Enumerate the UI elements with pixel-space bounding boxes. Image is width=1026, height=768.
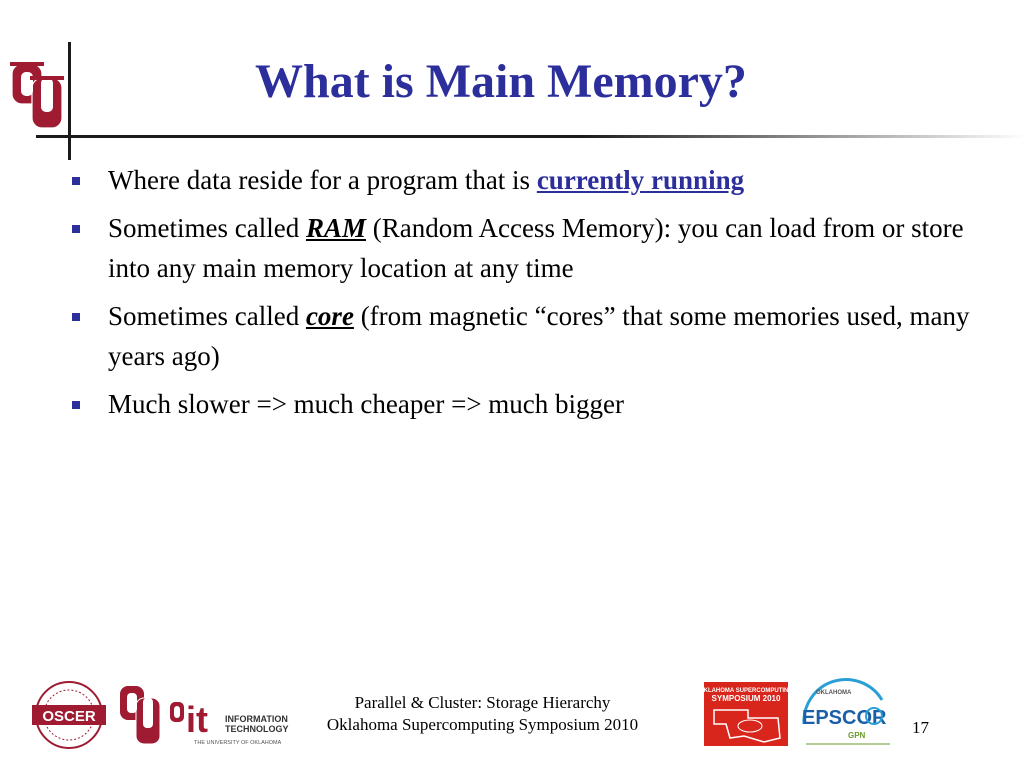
ou-footer-logo-icon [118,680,164,750]
footer-line-2: Oklahoma Supercomputing Symposium 2010 [326,715,639,734]
bullet-list [70,160,1000,432]
bullet-emphasis: core [305,301,354,331]
bullet-text: (Random Access Memory): you can load from or store into any main memory location at any time [108,213,964,283]
footer-text [290,692,675,736]
bullet-text: Sometimes called [108,301,306,331]
svg-text:SYMPOSIUM 2010: SYMPOSIUM 2010 [711,694,781,703]
svg-text:OSCER: OSCER [42,708,96,725]
bullet-item [70,208,1000,288]
bullet-item [70,296,1000,376]
title-vertical-rule [68,42,71,160]
slide-title: What is Main Memory? [255,55,747,108]
bullet-text: (from magnetic “cores” that some memories used, many years ago) [108,301,970,371]
bullet-marker-icon [72,401,80,409]
svg-text:THE UNIVERSITY OF OKLAHOMA: THE UNIVERSITY OF OKLAHOMA [194,740,282,746]
bullet-text: Much slower => much cheaper => much bigger [108,389,625,419]
bullet-highlight-link[interactable]: currently running [536,165,745,195]
page-number: 17 [912,718,929,737]
bullet-emphasis: RAM [305,213,366,243]
bullet-marker-icon [72,177,80,185]
bullet-item [70,384,1000,424]
oklahoma-epscor-logo-icon [798,680,898,750]
svg-text:TECHNOLOGY: TECHNOLOGY [225,724,289,734]
ou-it-logo-icon [168,680,288,750]
symposium-2010-logo-icon [698,680,794,750]
bullet-text: Sometimes called [108,213,306,243]
bullet-text: Where data reside for a program that is [108,165,537,195]
svg-text:it: it [186,699,208,740]
svg-text:GPN: GPN [848,731,866,740]
bullet-item [70,160,1000,200]
bullet-marker-icon [72,313,80,321]
oscer-logo-icon [22,680,116,750]
svg-text:EPSCOR: EPSCOR [802,707,887,729]
footer-line-1: Parallel & Cluster: Storage Hierarchy [354,693,611,712]
svg-text:INFORMATION: INFORMATION [225,714,288,724]
svg-text:OKLAHOMA: OKLAHOMA [816,690,852,696]
title-horizontal-rule [36,135,1026,138]
svg-text:OKLAHOMA SUPERCOMPUTING: OKLAHOMA SUPERCOMPUTING [698,688,794,694]
bullet-marker-icon [72,225,80,233]
ou-logo-icon [10,56,66,136]
